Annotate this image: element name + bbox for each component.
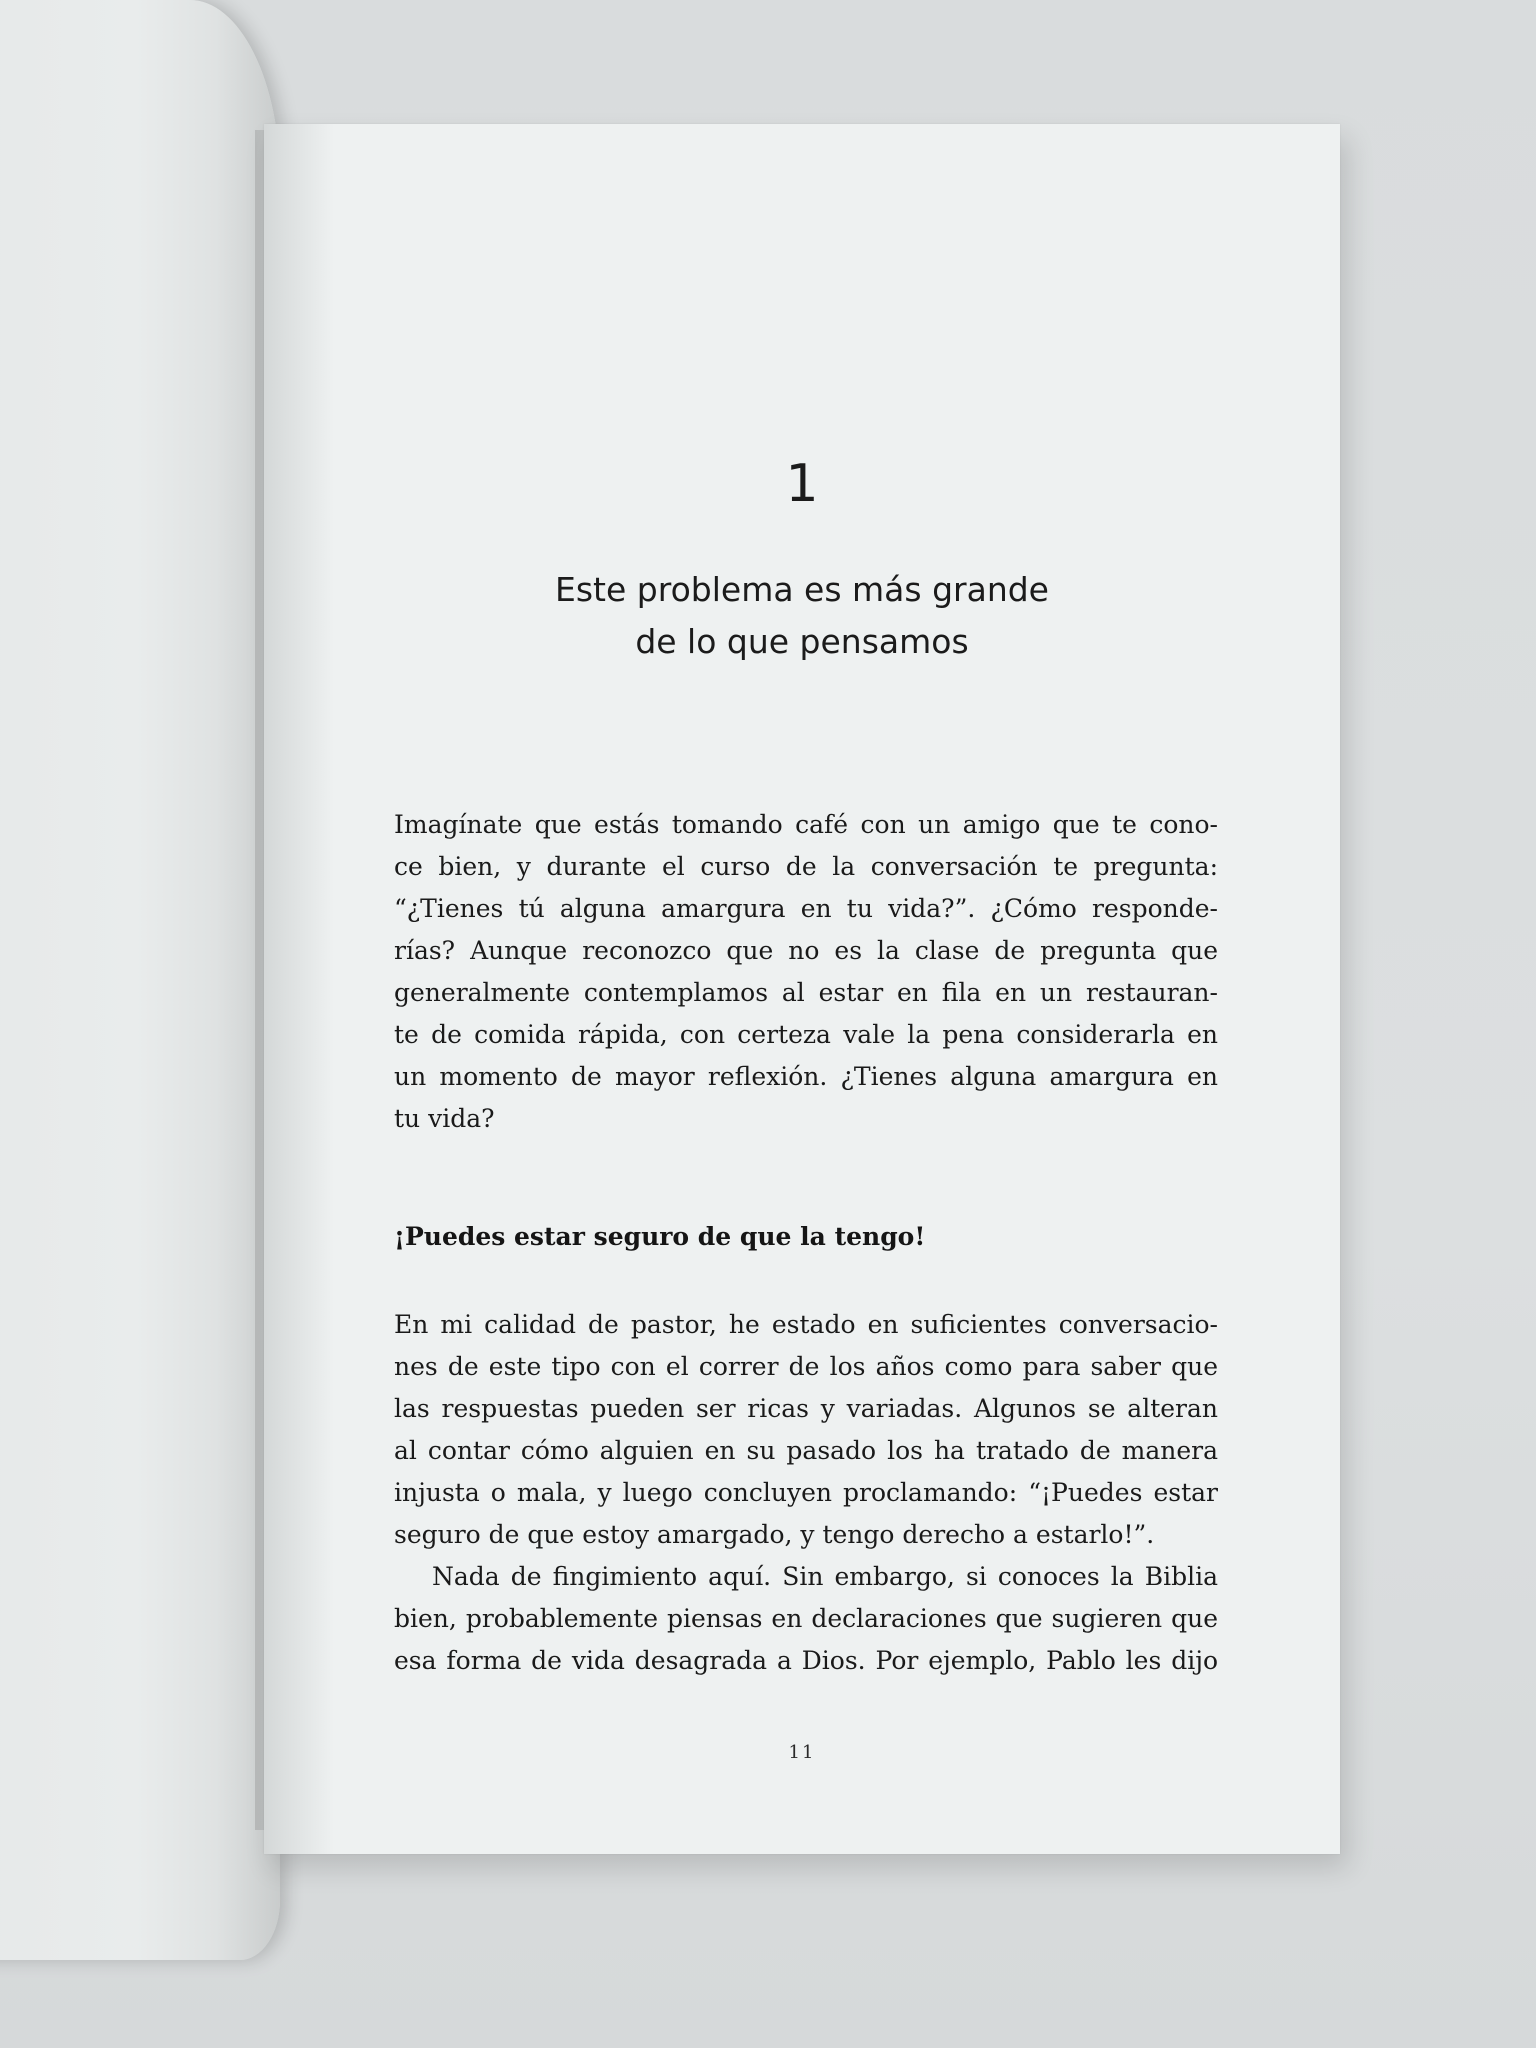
text-line: “¿Tienes tú alguna amargura en tu vida?”. ¿Cómo responde- [394, 894, 1218, 923]
text-line: En mi calidad de pastor, he estado en suficientes conversacio- [394, 1310, 1218, 1339]
section-heading: ¡Puedes estar seguro de que la tengo! [394, 1222, 926, 1251]
text-line: Nada de fingimiento aquí. Sin embargo, si conoces la Biblia [432, 1562, 1218, 1591]
text-line: te de comida rápida, con certeza vale la pena considerarla en [394, 1020, 1218, 1049]
text-line: las respuestas pueden ser ricas y variadas. Algunos se alteran [394, 1394, 1218, 1423]
text-line: generalmente contemplamos al estar en fila en un restauran- [394, 978, 1218, 1007]
page-number: 11 [788, 1742, 816, 1763]
text-line: ce bien, y durante el curso de la conversación te pregunta: [394, 852, 1218, 881]
text-line: al contar cómo alguien en su pasado los ha tratado de manera [394, 1436, 1218, 1465]
text-line: seguro de que estoy amargado, y tengo derecho a estarlo!”. [394, 1520, 1155, 1549]
paragraph-pastor [394, 1304, 1218, 1682]
chapter-title [264, 564, 1340, 668]
paragraph-intro [394, 804, 1218, 1140]
right-page [264, 124, 1340, 1854]
chapter-number: 1 [785, 454, 819, 514]
text-line: nes de este tipo con el correr de los años como para saber que [394, 1352, 1218, 1381]
chapter-title-line: Este problema es más grande [555, 570, 1049, 609]
text-line: tu vida? [394, 1104, 495, 1133]
text-line: esa forma de vida desagrada a Dios. Por ejemplo, Pablo les dijo [394, 1646, 1218, 1675]
text-line: rías? Aunque reconozco que no es la clase de pregunta que [394, 936, 1218, 965]
left-page-show-through [0, 690, 200, 1218]
text-line: bien, probablemente piensas en declaraciones que sugieren que [394, 1604, 1218, 1633]
left-page [0, 0, 280, 1960]
gutter-shadow [264, 124, 334, 1854]
text-line: injusta o mala, y luego concluyen proclamando: “¡Puedes estar [394, 1478, 1218, 1507]
chapter-title-line: de lo que pensamos [635, 622, 969, 661]
text-line: Imagínate que estás tomando café con un amigo que te cono- [394, 810, 1218, 839]
text-line: un momento de mayor reflexión. ¿Tienes alguna amargura en [394, 1062, 1218, 1091]
